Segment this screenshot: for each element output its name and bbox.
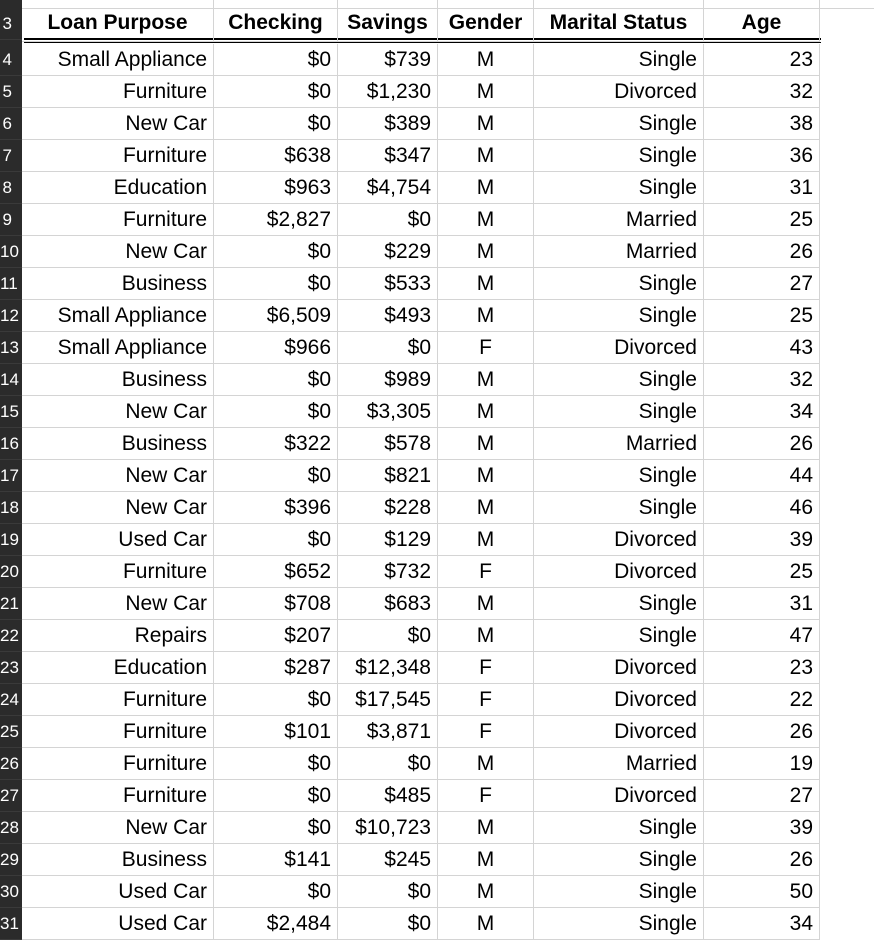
cell-savings[interactable]: $12,348 <box>338 652 438 684</box>
cell-checking[interactable]: $652 <box>214 556 338 588</box>
cell-savings[interactable]: $0 <box>338 204 438 236</box>
row-number[interactable]: 24 <box>0 684 22 716</box>
cell-status[interactable]: Divorced <box>534 332 704 364</box>
cell-status[interactable]: Married <box>534 748 704 780</box>
column-header-loan-purpose[interactable]: Loan Purpose <box>22 0 214 42</box>
cell-purpose[interactable]: Small Appliance <box>22 44 214 76</box>
cell-age[interactable]: 36 <box>704 140 820 172</box>
cell-checking[interactable]: $101 <box>214 716 338 748</box>
cell-purpose[interactable]: Furniture <box>22 204 214 236</box>
cell-checking[interactable]: $322 <box>214 428 338 460</box>
cell-savings[interactable]: $0 <box>338 332 438 364</box>
cell-gender[interactable]: F <box>438 716 534 748</box>
cell-savings[interactable]: $389 <box>338 108 438 140</box>
row-number[interactable]: 16 <box>0 428 22 460</box>
cell-gender[interactable]: M <box>438 492 534 524</box>
cell-gender[interactable]: M <box>438 396 534 428</box>
cell-gender[interactable]: M <box>438 460 534 492</box>
cell-checking[interactable]: $287 <box>214 652 338 684</box>
cell-purpose[interactable]: Business <box>22 268 214 300</box>
cell-status[interactable]: Divorced <box>534 556 704 588</box>
cell-checking[interactable]: $0 <box>214 76 338 108</box>
cell-age[interactable]: 26 <box>704 236 820 268</box>
cell-checking[interactable]: $141 <box>214 844 338 876</box>
column-header-checking[interactable]: Checking <box>214 0 338 42</box>
cell-checking[interactable]: $0 <box>214 524 338 556</box>
cell-status[interactable]: Divorced <box>534 684 704 716</box>
cell-purpose[interactable]: Used Car <box>22 524 214 556</box>
row-number[interactable]: 18 <box>0 492 22 524</box>
cell-status[interactable]: Married <box>534 236 704 268</box>
cell-savings[interactable]: $485 <box>338 780 438 812</box>
column-header-gender[interactable]: Gender <box>438 0 534 42</box>
cell-savings[interactable]: $533 <box>338 268 438 300</box>
cell-gender[interactable]: M <box>438 204 534 236</box>
cell-purpose[interactable]: New Car <box>22 588 214 620</box>
cell-purpose[interactable]: Business <box>22 844 214 876</box>
row-number[interactable]: 8 <box>0 172 22 204</box>
cell-gender[interactable]: F <box>438 556 534 588</box>
cell-checking[interactable]: $966 <box>214 332 338 364</box>
cell-savings[interactable]: $821 <box>338 460 438 492</box>
column-header-age[interactable]: Age <box>704 0 820 42</box>
cell-age[interactable]: 38 <box>704 108 820 140</box>
cell-purpose[interactable]: Small Appliance <box>22 332 214 364</box>
row-number-gutter <box>0 0 22 940</box>
cell-age[interactable]: 32 <box>704 364 820 396</box>
cell-status[interactable]: Single <box>534 460 704 492</box>
cell-age[interactable]: 22 <box>704 684 820 716</box>
cell-checking[interactable]: $2,827 <box>214 204 338 236</box>
cell-age[interactable]: 43 <box>704 332 820 364</box>
cell-purpose[interactable]: Repairs <box>22 620 214 652</box>
cell-gender[interactable]: M <box>438 172 534 204</box>
cell-status[interactable]: Divorced <box>534 652 704 684</box>
cell-status[interactable]: Single <box>534 908 704 940</box>
cell-purpose[interactable]: Furniture <box>22 716 214 748</box>
cell-checking[interactable]: $0 <box>214 780 338 812</box>
cell-purpose[interactable]: Business <box>22 364 214 396</box>
cell-savings[interactable]: $493 <box>338 300 438 332</box>
cell-status[interactable]: Single <box>534 300 704 332</box>
row-number[interactable]: 19 <box>0 524 22 556</box>
row-number[interactable]: 27 <box>0 780 22 812</box>
row-number[interactable]: 10 <box>0 236 22 268</box>
cell-checking[interactable]: $0 <box>214 812 338 844</box>
cell-age[interactable]: 26 <box>704 844 820 876</box>
row-number[interactable]: 28 <box>0 812 22 844</box>
cell-checking[interactable]: $0 <box>214 748 338 780</box>
cell-status[interactable]: Single <box>534 364 704 396</box>
row-number[interactable]: 7 <box>0 140 22 172</box>
cell-purpose[interactable]: New Car <box>22 236 214 268</box>
cell-savings[interactable]: $683 <box>338 588 438 620</box>
cell-purpose[interactable]: Used Car <box>22 876 214 908</box>
cell-purpose[interactable]: Education <box>22 652 214 684</box>
cell-savings[interactable]: $347 <box>338 140 438 172</box>
cell-savings[interactable]: $4,754 <box>338 172 438 204</box>
cell-status[interactable]: Single <box>534 876 704 908</box>
cell-gender[interactable]: M <box>438 140 534 172</box>
column-header-savings[interactable]: Savings <box>338 0 438 42</box>
cell-gender[interactable]: M <box>438 812 534 844</box>
cell-status[interactable]: Divorced <box>534 716 704 748</box>
cell-gender[interactable]: M <box>438 364 534 396</box>
cell-status[interactable]: Single <box>534 588 704 620</box>
cell-status[interactable]: Single <box>534 492 704 524</box>
cell-gender[interactable]: M <box>438 524 534 556</box>
row-number[interactable]: 26 <box>0 748 22 780</box>
row-number[interactable]: 12 <box>0 300 22 332</box>
cell-purpose[interactable]: New Car <box>22 396 214 428</box>
cell-status[interactable]: Married <box>534 428 704 460</box>
cell-purpose[interactable]: Education <box>22 172 214 204</box>
cell-checking[interactable]: $0 <box>214 268 338 300</box>
cell-savings[interactable]: $3,305 <box>338 396 438 428</box>
row-number[interactable]: 20 <box>0 556 22 588</box>
cell-gender[interactable]: F <box>438 780 534 812</box>
cell-purpose[interactable]: Small Appliance <box>22 300 214 332</box>
cell-status[interactable]: Single <box>534 620 704 652</box>
cell-savings[interactable]: $0 <box>338 748 438 780</box>
cell-checking[interactable]: $0 <box>214 108 338 140</box>
cell-savings[interactable]: $17,545 <box>338 684 438 716</box>
cell-savings[interactable]: $578 <box>338 428 438 460</box>
row-number[interactable]: 30 <box>0 876 22 908</box>
cell-purpose[interactable]: New Car <box>22 460 214 492</box>
cell-status[interactable]: Single <box>534 140 704 172</box>
cell-checking[interactable]: $207 <box>214 620 338 652</box>
cell-checking[interactable]: $0 <box>214 396 338 428</box>
cell-savings[interactable]: $229 <box>338 236 438 268</box>
cell-status[interactable]: Single <box>534 172 704 204</box>
cell-age[interactable]: 19 <box>704 748 820 780</box>
row-number[interactable]: 4 <box>0 44 22 76</box>
cell-age[interactable]: 25 <box>704 204 820 236</box>
row-number[interactable]: 13 <box>0 332 22 364</box>
cell-checking[interactable]: $638 <box>214 140 338 172</box>
cell-gender[interactable]: M <box>438 236 534 268</box>
row-number[interactable]: 6 <box>0 108 22 140</box>
cell-purpose[interactable]: New Car <box>22 108 214 140</box>
cell-gender[interactable]: M <box>438 300 534 332</box>
cell-status[interactable]: Single <box>534 44 704 76</box>
row-number[interactable]: 21 <box>0 588 22 620</box>
cell-purpose[interactable]: Used Car <box>22 908 214 940</box>
cell-purpose[interactable]: Furniture <box>22 684 214 716</box>
row-number[interactable]: 31 <box>0 908 22 940</box>
row-number[interactable]: 14 <box>0 364 22 396</box>
cell-age[interactable]: 39 <box>704 524 820 556</box>
row-number-header[interactable]: 3 <box>0 8 22 40</box>
cell-gender[interactable]: M <box>438 268 534 300</box>
cell-checking[interactable]: $6,509 <box>214 300 338 332</box>
cell-age[interactable]: 23 <box>704 44 820 76</box>
cell-status[interactable]: Divorced <box>534 780 704 812</box>
cell-status[interactable]: Single <box>534 844 704 876</box>
cell-purpose[interactable]: New Car <box>22 492 214 524</box>
cell-age[interactable]: 50 <box>704 876 820 908</box>
cell-gender[interactable]: F <box>438 684 534 716</box>
cell-checking[interactable]: $0 <box>214 364 338 396</box>
cell-gender[interactable]: M <box>438 108 534 140</box>
cell-savings[interactable]: $245 <box>338 844 438 876</box>
cell-gender[interactable]: M <box>438 748 534 780</box>
cell-savings[interactable]: $228 <box>338 492 438 524</box>
cell-purpose[interactable]: Business <box>22 428 214 460</box>
cell-savings[interactable]: $0 <box>338 908 438 940</box>
cell-gender[interactable]: M <box>438 876 534 908</box>
cell-checking[interactable]: $396 <box>214 492 338 524</box>
cell-savings[interactable]: $739 <box>338 44 438 76</box>
cell-savings[interactable]: $1,230 <box>338 76 438 108</box>
cell-gender[interactable]: M <box>438 76 534 108</box>
cell-age[interactable]: 47 <box>704 620 820 652</box>
cell-gender[interactable]: M <box>438 44 534 76</box>
cell-savings[interactable]: $0 <box>338 876 438 908</box>
cell-age[interactable]: 26 <box>704 428 820 460</box>
cell-gender[interactable]: F <box>438 332 534 364</box>
cell-age[interactable]: 34 <box>704 908 820 940</box>
row-number[interactable]: 29 <box>0 844 22 876</box>
cell-gender[interactable]: M <box>438 428 534 460</box>
cell-purpose[interactable]: Furniture <box>22 556 214 588</box>
cell-savings[interactable]: $0 <box>338 620 438 652</box>
cell-checking[interactable]: $0 <box>214 876 338 908</box>
cell-age[interactable]: 44 <box>704 460 820 492</box>
cell-checking[interactable]: $708 <box>214 588 338 620</box>
cell-status[interactable]: Married <box>534 204 704 236</box>
row-number[interactable]: 5 <box>0 76 22 108</box>
cell-gender[interactable]: M <box>438 844 534 876</box>
cell-checking[interactable]: $0 <box>214 460 338 492</box>
cell-age[interactable]: 31 <box>704 172 820 204</box>
cell-age[interactable]: 27 <box>704 268 820 300</box>
cell-status[interactable]: Single <box>534 108 704 140</box>
cell-age[interactable]: 46 <box>704 492 820 524</box>
cell-purpose[interactable]: Furniture <box>22 780 214 812</box>
cell-purpose[interactable]: Furniture <box>22 748 214 780</box>
cell-checking[interactable]: $963 <box>214 172 338 204</box>
cell-savings[interactable]: $732 <box>338 556 438 588</box>
cell-gender[interactable]: F <box>438 652 534 684</box>
row-number[interactable]: 17 <box>0 460 22 492</box>
cell-checking[interactable]: $0 <box>214 236 338 268</box>
cell-status[interactable]: Divorced <box>534 76 704 108</box>
cell-purpose[interactable]: New Car <box>22 812 214 844</box>
cell-gender[interactable]: M <box>438 908 534 940</box>
cell-age[interactable]: 39 <box>704 812 820 844</box>
cell-age[interactable]: 32 <box>704 76 820 108</box>
cell-savings[interactable]: $3,871 <box>338 716 438 748</box>
cell-status[interactable]: Single <box>534 812 704 844</box>
row-number[interactable]: 23 <box>0 652 22 684</box>
cell-status[interactable]: Single <box>534 396 704 428</box>
data-grid <box>22 0 874 940</box>
cell-age[interactable]: 27 <box>704 780 820 812</box>
cell-age[interactable]: 23 <box>704 652 820 684</box>
cell-age[interactable]: 25 <box>704 556 820 588</box>
row-number[interactable]: 15 <box>0 396 22 428</box>
cell-age[interactable]: 25 <box>704 300 820 332</box>
row-number[interactable]: 25 <box>0 716 22 748</box>
row-number[interactable]: 11 <box>0 268 22 300</box>
column-header-marital-status[interactable]: Marital Status <box>534 0 704 42</box>
cell-gender[interactable]: M <box>438 620 534 652</box>
cell-age[interactable]: 34 <box>704 396 820 428</box>
cell-checking[interactable]: $2,484 <box>214 908 338 940</box>
row-number[interactable]: 22 <box>0 620 22 652</box>
cell-purpose[interactable]: Furniture <box>22 140 214 172</box>
cell-checking[interactable]: $0 <box>214 44 338 76</box>
cell-savings[interactable]: $129 <box>338 524 438 556</box>
cell-checking[interactable]: $0 <box>214 684 338 716</box>
cell-age[interactable]: 31 <box>704 588 820 620</box>
row-number[interactable]: 9 <box>0 204 22 236</box>
cell-status[interactable]: Divorced <box>534 524 704 556</box>
cell-purpose[interactable]: Furniture <box>22 76 214 108</box>
cell-savings[interactable]: $10,723 <box>338 812 438 844</box>
cell-age[interactable]: 26 <box>704 716 820 748</box>
cell-savings[interactable]: $989 <box>338 364 438 396</box>
cell-status[interactable]: Single <box>534 268 704 300</box>
cell-gender[interactable]: M <box>438 588 534 620</box>
